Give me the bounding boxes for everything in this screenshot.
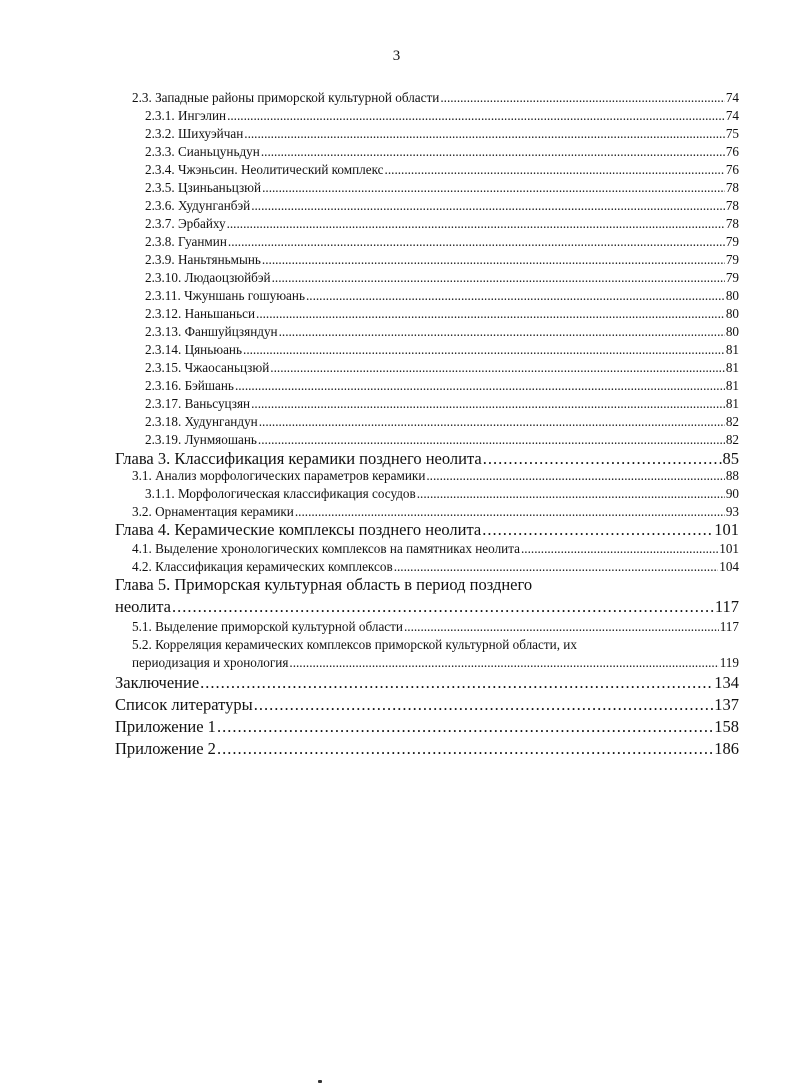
toc-page: 78 [725, 216, 739, 231]
dot-leader [227, 216, 725, 232]
dot-leader [521, 541, 718, 557]
page-number: 3 [392, 48, 401, 64]
dot-leader [394, 559, 719, 575]
toc-entry-5-2-line1: 5.2. Корреляция керамических комплексов приморской культурной области, их [132, 637, 577, 652]
dot-leader [172, 597, 714, 617]
toc-entry-4-1 [132, 541, 739, 557]
dot-leader [482, 520, 713, 540]
toc-entry-2-3-10 [145, 270, 739, 286]
toc-page: 117 [714, 597, 739, 616]
toc-label: 4.1. Выделение хронологических комплексов на памятниках неолита [132, 541, 520, 556]
toc-entry-3-2 [132, 504, 739, 520]
dot-leader [217, 739, 713, 759]
toc-label: 2.3.5. Цзиньаньцзюй [145, 180, 262, 195]
dot-leader [262, 252, 725, 268]
dot-leader [254, 695, 714, 715]
toc-label: 2.3.4. Чжэньсин. Неолитический комплекс [145, 162, 384, 177]
toc-label: 2.3.3. Сианьцуньдун [145, 144, 260, 159]
toc-label: Заключение [115, 673, 200, 692]
dot-leader [235, 378, 725, 394]
toc-page: 76 [725, 144, 739, 159]
dot-leader [244, 126, 725, 142]
toc-label: 2.3.19. Лунмяошань [145, 432, 257, 447]
toc-page: 80 [725, 324, 739, 339]
toc-page: 119 [719, 655, 739, 670]
toc-page: 137 [714, 695, 739, 714]
toc-label: 2.3.15. Чжаосаньцзюй [145, 360, 270, 375]
toc-entry-2-3-7 [145, 216, 739, 232]
toc-chapter-3 [115, 449, 739, 469]
dot-leader [251, 396, 725, 412]
toc-label: 3.1. Анализ морфологических параметров керамики [132, 468, 426, 483]
toc-label: 2.3.17. Ваньсуцзян [145, 396, 251, 411]
toc-page: 81 [725, 396, 739, 411]
toc-chapter-5 [115, 597, 739, 617]
toc-page: 104 [719, 559, 739, 574]
scan-speck [318, 1080, 322, 1083]
toc-label: 5.1. Выделение приморской культурной области [132, 619, 403, 634]
toc-label: 2.3.18. Худунгандун [145, 414, 258, 429]
toc-page: 101 [719, 541, 739, 556]
toc-page: 80 [725, 288, 739, 303]
toc-entry-3-1-1 [145, 486, 739, 502]
toc-chapter-5-line1: Глава 5. Приморская культурная область в период позднего [115, 575, 533, 594]
toc-entry-2-3-5 [145, 180, 739, 196]
toc-page: 88 [725, 468, 739, 483]
toc-label: 2.3.9. Наньтяньмынь [145, 252, 261, 267]
toc-entry-2-3-2 [145, 126, 739, 142]
toc-appendix-2 [115, 739, 739, 759]
toc-entry-2-3-14 [145, 342, 739, 358]
toc-page: 75 [725, 126, 739, 141]
toc-entry-2-3-19 [145, 432, 739, 448]
dot-leader [404, 619, 719, 635]
toc-entry-2-3-17 [145, 396, 739, 412]
toc-chapter-4 [115, 520, 739, 540]
toc-entry-5-1 [132, 619, 739, 635]
toc-label: 2.3.1. Ингэлин [145, 108, 227, 123]
toc-entry-2-3-9 [145, 252, 739, 268]
dot-leader [258, 432, 725, 448]
toc-label: Приложение 1 [115, 717, 216, 736]
toc-page: 81 [725, 342, 739, 357]
toc-page: 90 [725, 486, 739, 501]
toc-page: 186 [714, 739, 739, 758]
toc-page: 101 [714, 520, 739, 539]
toc-page: 85 [722, 449, 739, 468]
toc-entry-2-3-11 [145, 288, 739, 304]
toc-label: 2.3.7. Эрбайху [145, 216, 226, 231]
toc-page: 82 [725, 414, 739, 429]
toc-label: 2.3. Западные районы приморской культурной области [132, 90, 440, 105]
dot-leader [228, 234, 725, 250]
toc-label: 2.3.8. Гуанмин [145, 234, 227, 249]
toc-label: периодизация и хронология [132, 655, 289, 670]
toc-page: 74 [725, 90, 739, 105]
dot-leader [261, 144, 725, 160]
toc-entry-2-3-8 [145, 234, 739, 250]
toc-page: 79 [725, 252, 739, 267]
dot-leader [385, 162, 725, 178]
dot-leader [227, 108, 725, 124]
toc-page: 117 [719, 619, 739, 634]
toc-label: Глава 3. Классификация керамики позднего неолита [115, 449, 482, 468]
toc-page: 79 [725, 270, 739, 285]
toc-label: 4.2. Классификация керамических комплексов [132, 559, 393, 574]
dot-leader [272, 270, 725, 286]
toc-entry-2-3 [132, 90, 739, 106]
dot-leader [295, 504, 725, 520]
toc-page: 78 [725, 180, 739, 195]
dot-leader [483, 449, 722, 469]
toc-label: 2.3.14. Цяньюань [145, 342, 243, 357]
dot-leader [440, 90, 724, 106]
dot-leader [200, 673, 713, 693]
toc-page: 93 [725, 504, 739, 519]
dot-leader [270, 360, 725, 376]
toc-label: 2.3.6. Худунганбэй [145, 198, 251, 213]
toc-page: 79 [725, 234, 739, 249]
toc-label: 2.3.13. Фаншуйцзяндун [145, 324, 278, 339]
dot-leader [259, 414, 725, 430]
dot-leader [289, 655, 718, 671]
toc-page: 81 [725, 378, 739, 393]
toc-label: неолита [115, 597, 171, 616]
toc-bibliography [115, 695, 739, 715]
toc-label: 2.3.10. Людаоцзюйбэй [145, 270, 271, 285]
toc-page: 76 [725, 162, 739, 177]
toc-entry-4-2 [132, 559, 739, 575]
dot-leader [417, 486, 725, 502]
toc-entry-2-3-6 [145, 198, 739, 214]
toc-page: 82 [725, 432, 739, 447]
dot-leader [279, 324, 725, 340]
toc-entry-2-3-4 [145, 162, 739, 178]
dot-leader [217, 717, 713, 737]
dot-leader [262, 180, 725, 196]
toc-entry-2-3-13 [145, 324, 739, 340]
dot-leader [256, 306, 725, 322]
toc-appendix-1 [115, 717, 739, 737]
toc-page: 80 [725, 306, 739, 321]
toc-page: 81 [725, 360, 739, 375]
toc-page: 158 [714, 717, 739, 736]
toc-conclusion [115, 673, 739, 693]
toc-entry-2-3-18 [145, 414, 739, 430]
dot-leader [243, 342, 725, 358]
toc-entry-5-2 [132, 655, 739, 671]
dot-leader [426, 468, 724, 484]
toc-label: Приложение 2 [115, 739, 216, 758]
toc-page: 134 [714, 673, 739, 692]
toc-label: 3.2. Орнаментация керамики [132, 504, 294, 519]
toc-label: 2.3.11. Чжуншань гошуюань [145, 288, 305, 303]
toc-label: 2.3.16. Бэйшань [145, 378, 234, 393]
toc-page: 74 [725, 108, 739, 123]
toc-label: Глава 4. Керамические комплексы позднего неолита [115, 520, 482, 539]
toc-entry-2-3-12 [145, 306, 739, 322]
toc-entry-2-3-15 [145, 360, 739, 376]
toc-label: 2.3.2. Шихуэйчан [145, 126, 244, 141]
toc-entry-2-3-1 [145, 108, 739, 124]
toc-label: 3.1.1. Морфологическая классификация сосудов [145, 486, 416, 501]
toc-page: 78 [725, 198, 739, 213]
toc-entry-2-3-16 [145, 378, 739, 394]
toc-label: Список литературы [115, 695, 253, 714]
toc-label: 2.3.12. Наньшаньси [145, 306, 256, 321]
toc-entry-2-3-3 [145, 144, 739, 160]
toc-entry-3-1 [132, 468, 739, 484]
dot-leader [251, 198, 725, 214]
dot-leader [306, 288, 725, 304]
